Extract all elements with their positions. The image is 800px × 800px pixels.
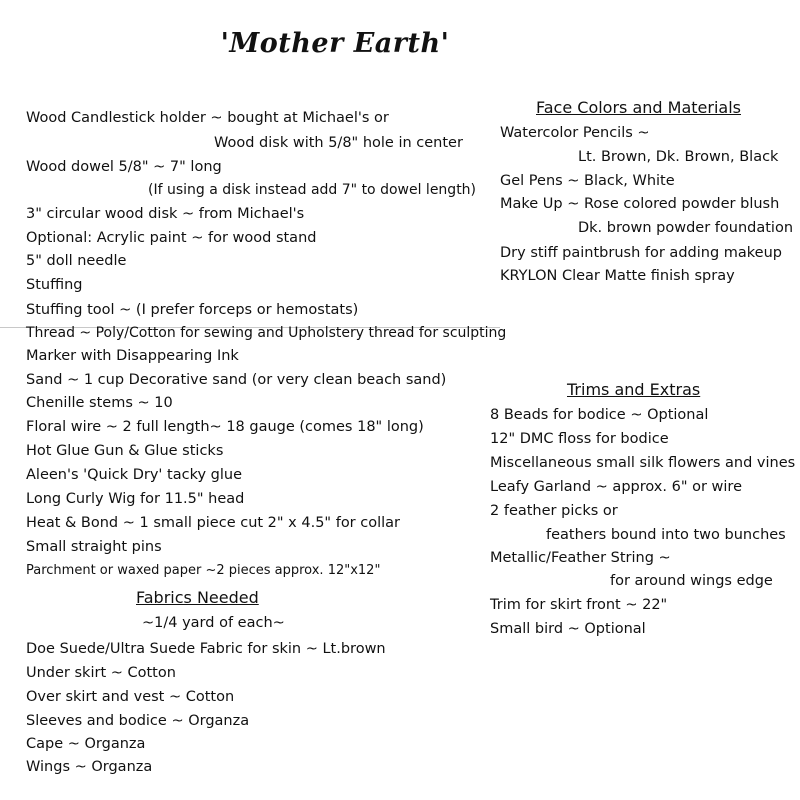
list-item: Sleeves and bodice ~ Organza [26, 713, 250, 729]
list-item: Under skirt ~ Cotton [26, 665, 176, 681]
list-item: 3" circular wood disk ~ from Michael's [26, 206, 305, 222]
list-item: Lt. Brown, Dk. Brown, Black [578, 149, 779, 165]
list-item: 12" DMC floss for bodice [490, 431, 669, 447]
list-item: Floral wire ~ 2 full length~ 18 gauge (comes 18" long) [26, 419, 424, 435]
list-item: Wood Candlestick holder ~ bought at Michael's or [26, 110, 389, 126]
list-item: Gel Pens ~ Black, White [500, 173, 675, 189]
list-item: Thread ~ Poly/Cotton for sewing and Upholstery thread for sculpting [26, 325, 507, 341]
list-item: Dk. brown powder foundation [578, 220, 794, 236]
list-item: 5" doll needle [26, 253, 127, 269]
page-title: 'Mother Earth' [220, 28, 450, 59]
list-item: Over skirt and vest ~ Cotton [26, 689, 235, 705]
list-item: Small bird ~ Optional [490, 621, 646, 637]
list-item: Make Up ~ Rose colored powder blush [500, 196, 780, 212]
list-item: Heat & Bond ~ 1 small piece cut 2" x 4.5" for collar [26, 515, 401, 531]
list-item: Parchment or waxed paper ~2 pieces approx. 12"x12" [26, 563, 381, 578]
list-item: Stuffing [26, 277, 83, 293]
list-item: (If using a disk instead add 7" to dowel length) [148, 182, 477, 198]
list-item: Cape ~ Organza [26, 736, 146, 752]
list-item: Stuffing tool ~ (I prefer forceps or hemostats) [26, 302, 359, 318]
list-item: Sand ~ 1 cup Decorative sand (or very clean beach sand) [26, 372, 447, 388]
list-item: Dry stiff paintbrush for adding makeup [500, 245, 782, 261]
list-item: feathers bound into two bunches [546, 527, 786, 543]
list-item: Doe Suede/Ultra Suede Fabric for skin ~ Lt.brown [26, 641, 386, 657]
list-item: Aleen's 'Quick Dry' tacky glue [26, 467, 242, 483]
list-item: 8 Beads for bodice ~ Optional [490, 407, 709, 423]
face-heading: Face Colors and Materials [536, 98, 741, 117]
list-item: Optional: Acrylic paint ~ for wood stand [26, 230, 317, 246]
list-item: Metallic/Feather String ~ [490, 550, 671, 566]
fabrics-heading: Fabrics Needed [136, 588, 259, 607]
list-item: Marker with Disappearing Ink [26, 348, 239, 364]
list-item: Long Curly Wig for 11.5" head [26, 491, 245, 507]
list-item: Wood dowel 5/8" ~ 7" long [26, 159, 222, 175]
list-item: Miscellaneous small silk flowers and vines [490, 455, 796, 471]
list-item: KRYLON Clear Matte finish spray [500, 268, 735, 284]
list-item: Trim for skirt front ~ 22" [490, 597, 668, 613]
list-item: Hot Glue Gun & Glue sticks [26, 443, 224, 459]
list-item: Leafy Garland ~ approx. 6" or wire [490, 479, 742, 495]
trims-heading: Trims and Extras [567, 380, 701, 399]
list-item: for around wings edge [610, 573, 773, 589]
list-item: Wood disk with 5/8" hole in center [214, 135, 463, 151]
fabrics-subheading: ~1/4 yard of each~ [142, 615, 285, 631]
list-item: Watercolor Pencils ~ [500, 125, 650, 141]
list-item: Small straight pins [26, 539, 162, 555]
list-item: Chenille stems ~ 10 [26, 395, 173, 411]
list-item: 2 feather picks or [490, 503, 618, 519]
list-item: Wings ~ Organza [26, 759, 153, 775]
